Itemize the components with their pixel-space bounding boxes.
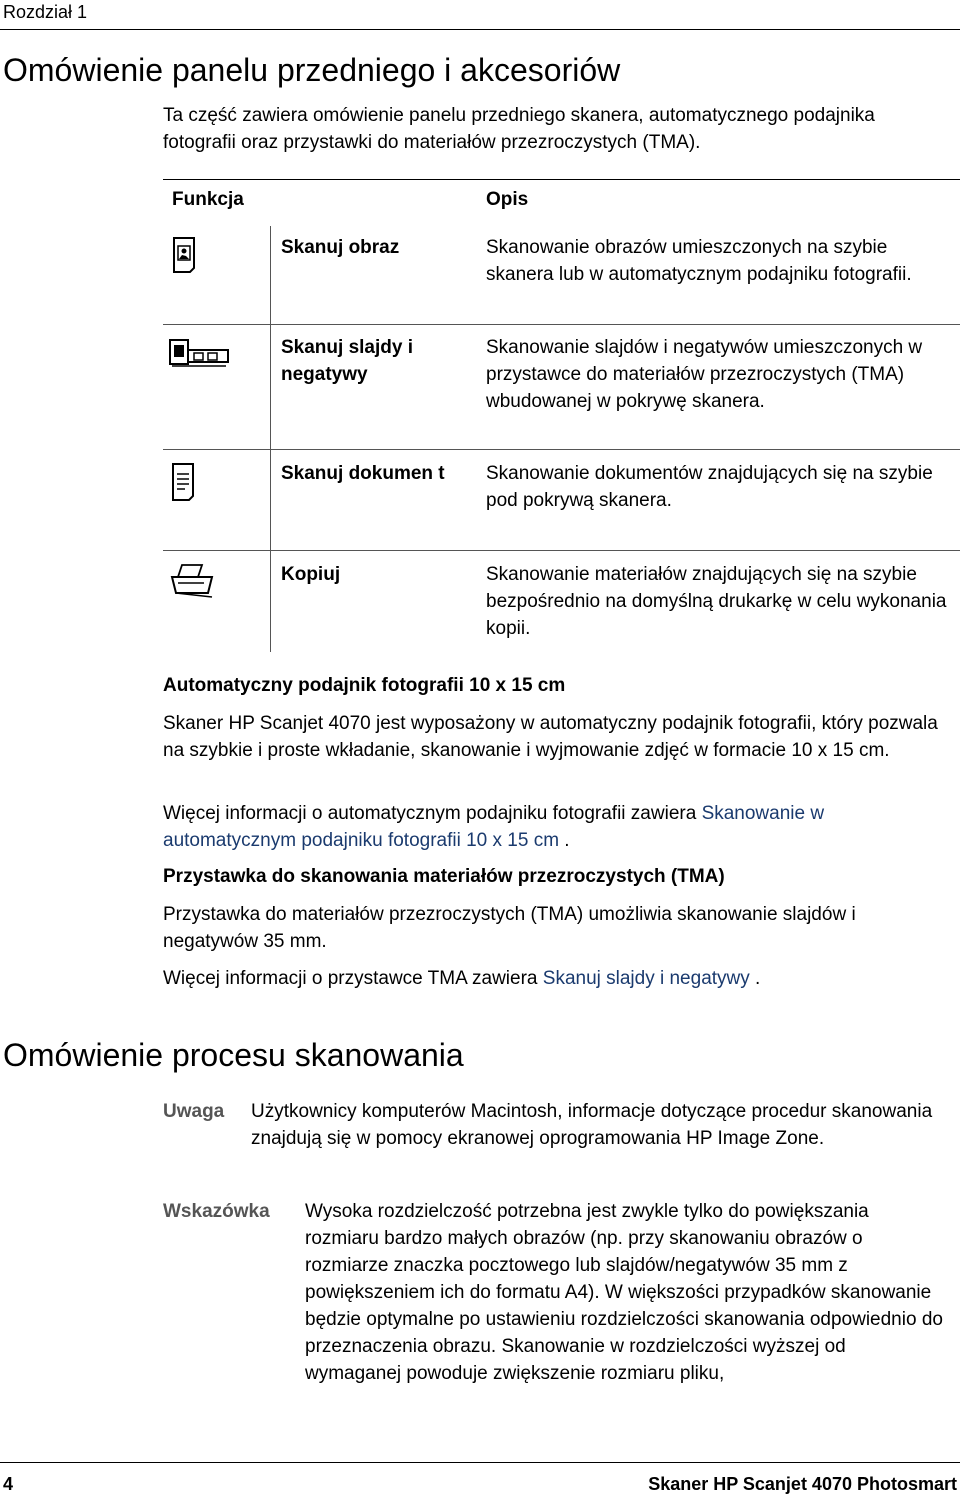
tma-heading: Przystawka do skanowania materiałów przezroczystych (TMA) — [163, 866, 725, 887]
table-row-divider — [163, 550, 960, 551]
function-description-copy: Skanowanie materiałów znajdujących się na szybie bezpośrednio na domyślną drukarkę w celu wykonania kopii. — [486, 564, 947, 639]
feeder-heading: Automatyczny podajnik fotografii 10 x 15 cm — [163, 675, 566, 696]
tma-more-info — [163, 965, 953, 992]
function-description-scan-slides: Skanowanie slajdów i negatywów umieszczonych w przystawce do materiałów przezroczystych (TMA) wbudowanej w pokrywę skanera. — [486, 337, 923, 412]
tma-link[interactable]: Skanuj slajdy i negatywy — [542, 968, 750, 989]
scan-document-icon[interactable] — [168, 462, 198, 507]
header-divider — [0, 29, 960, 30]
function-name-copy: Kopiuj — [281, 564, 341, 585]
function-description-scan-picture: Skanowanie obrazów umieszczonych na szybie skanera lub w automatycznym podajniku fotografii. — [486, 237, 912, 285]
scan-slides-icon[interactable] — [168, 336, 232, 375]
table-top-rule — [163, 179, 960, 180]
table-row-divider — [163, 449, 960, 450]
column-header-function: Funkcja — [172, 189, 244, 210]
feeder-more-info-suffix: . — [559, 830, 570, 851]
page-number: 4 — [3, 1474, 14, 1494]
tma-more-info-suffix: . — [749, 968, 761, 989]
column-header-description: Opis — [486, 189, 529, 210]
feeder-more-info-text: Więcej informacji o automatycznym podajniku fotografii zawiera — [163, 803, 702, 824]
section-title-scan-process: Omówienie procesu skanowania — [3, 1037, 464, 1073]
footer-divider — [0, 1462, 960, 1463]
feeder-paragraph: Skaner HP Scanjet 4070 jest wyposażony w automatyczny podajnik fotografii, który pozwala na szybkie i proste wkładanie, skanowanie i wyjmowanie zdjęć w formacie 10 x 15 cm. — [163, 713, 938, 761]
tma-more-info-text: Więcej informacji o przystawce TMA zawiera — [163, 968, 543, 989]
function-name-scan-slides: Skanuj slajdy i negatywy — [281, 337, 413, 385]
note-label: Uwaga — [163, 1101, 225, 1122]
tip-text: Wysoka rozdzielczość potrzebna jest zwykle tylko do powiększania rozmiaru bardzo małych obrazów (np. przy skanowaniu obrazów o rozmiarze znaczka pocztowego lub slajdów/negatywów 35 mm z powiększeniem ich do formatu A4). W większości przypadków skanowanie będzie optymalne po ustawieniu rozdzielczości skanowania odpowiednio do przeznaczenia obrazu. Skanowanie w rozdzielczości wyższej od wymaganej powoduje zwiększenie rozmiaru pliku, — [305, 1201, 943, 1384]
footer-product-name: Skaner HP Scanjet 4070 Photosmart — [648, 1474, 957, 1494]
feeder-more-info — [163, 800, 953, 854]
function-name-scan-document: Skanuj dokumen t — [281, 463, 445, 484]
table-row-divider — [163, 324, 960, 325]
section-title-front-panel: Omówienie panelu przedniego i akcesoriów — [3, 52, 621, 88]
note-text: Użytkownicy komputerów Macintosh, informacje dotyczące procedur skanowania znajdują się w pomocy ekranowej oprogramowania HP Image Zone. — [251, 1101, 933, 1149]
section-intro: Ta część zawiera omówienie panelu przedniego skanera, automatycznego podajnika fotografii oraz przystawki do materiałów przezroczystych (TMA). — [163, 105, 875, 153]
copy-icon[interactable] — [168, 563, 216, 604]
tip-label: Wskazówka — [163, 1201, 270, 1222]
table-column-divider — [270, 226, 271, 652]
tma-paragraph: Przystawka do materiałów przezroczystych (TMA) umożliwia skanowanie slajdów i negatywów 35 mm. — [163, 904, 856, 952]
feeder-link[interactable]: Skanowanie w automatycznym podajniku fotografii 10 x 15 cm — [163, 803, 825, 851]
function-name-scan-picture: Skanuj obraz — [281, 237, 400, 258]
scan-picture-icon[interactable] — [168, 236, 200, 279]
chapter-label: Rozdział 1 — [3, 2, 88, 22]
function-description-scan-document: Skanowanie dokumentów znajdujących się na szybie pod pokrywą skanera. — [486, 463, 933, 511]
